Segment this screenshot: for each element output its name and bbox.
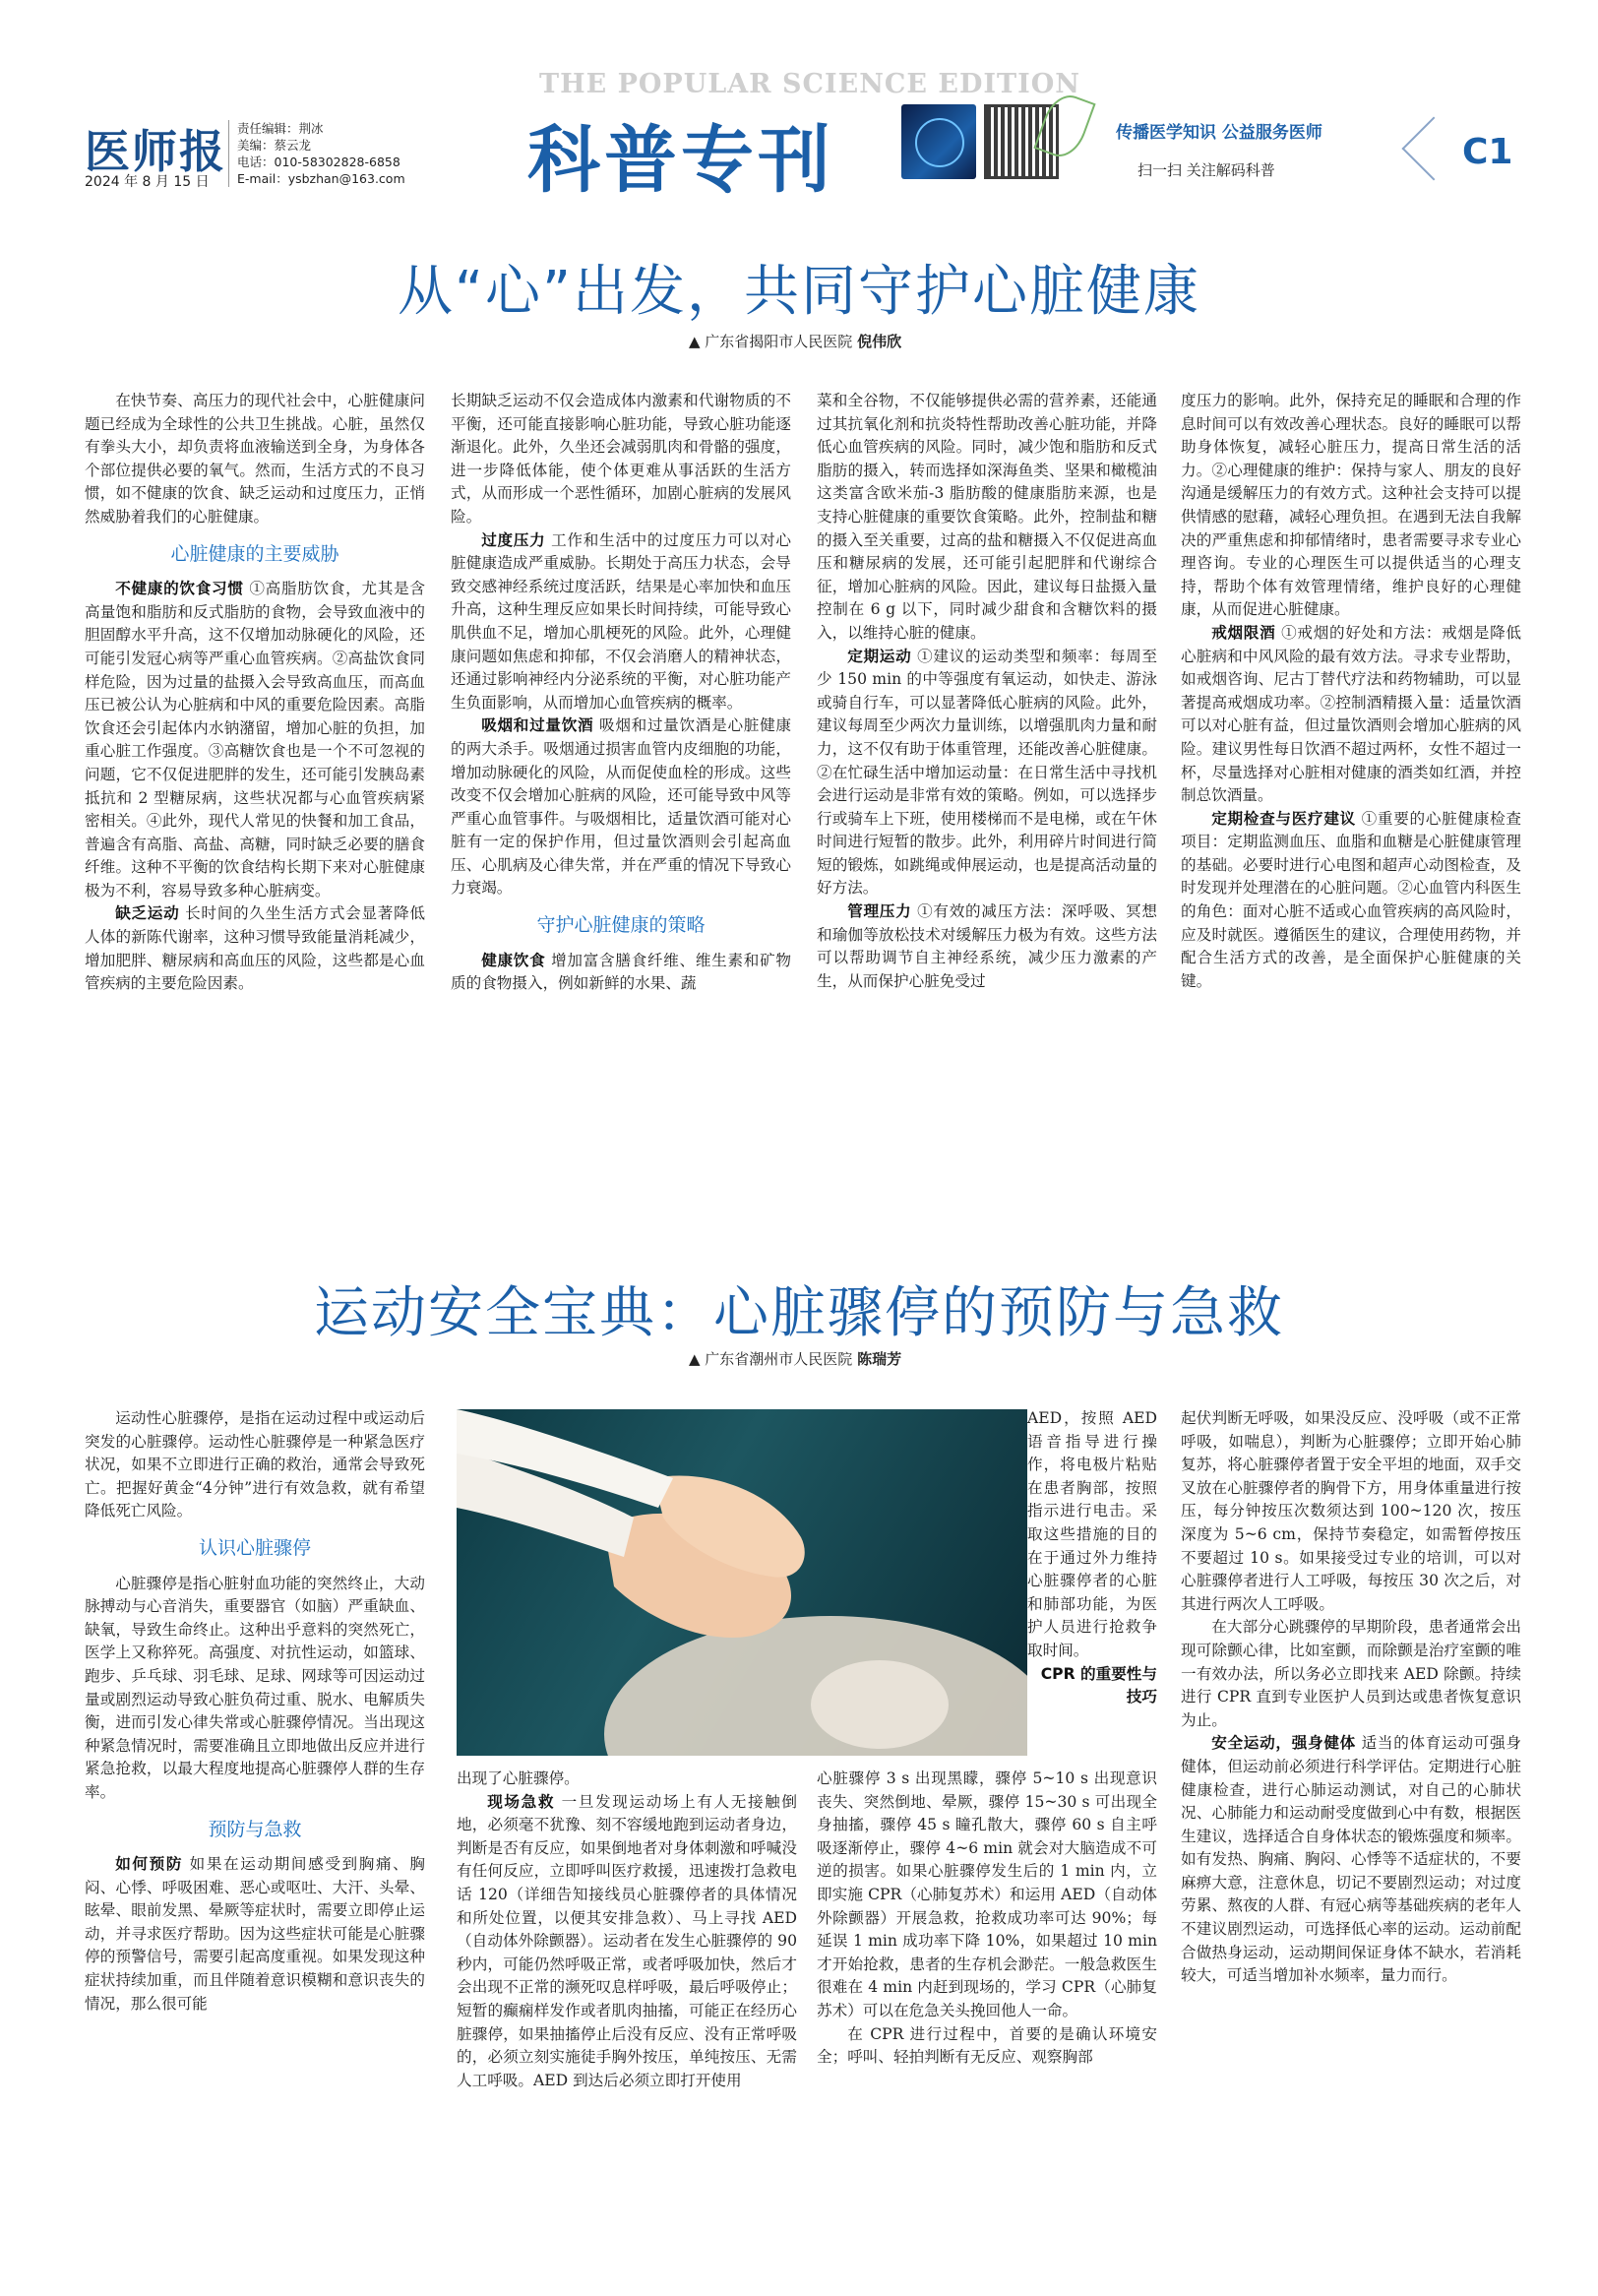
article1-column-1: [85, 390, 425, 996]
paragraph: 吸烟和过量饮酒 吸烟和过量饮酒是心脏健康的两大杀手。吸烟通过损害血管内皮细胞的功能，增加动脉硬化的风险，从而促使血栓的形成。这些改变不仅会增加心脏病的风险，还可能导致中风等严重心血管事件。与吸烟相比，适量饮酒可能对心脏有一定的保护作用，但过量饮酒则会引起高血压、心肌病及心律失常，并在严重的情况下导致心力衰竭。: [451, 716, 791, 898]
article1-byline-org: ▲ 广东省揭阳市人民医院: [689, 333, 853, 350]
subheading: 认识心脏骤停: [198, 1536, 311, 1559]
paragraph: 度压力的影响。此外，保持充足的睡眠和合理的作息时间可以有效改善心理状态。良好的睡眠可以帮助身体恢复，减轻心脏压力，提高日常生活的活力。②心理健康的维护：保持与家人、朋友的良好沟通是缓解压力的有效方式。这种社会支持可以提供情感的慰藉，减轻心理负担。在遇到无法自我解决的严重焦虑和抑郁情绪时，患者需要寻求专业心理咨询。专业的心理医生可以提供适当的心理支持，帮助个体有效管理情绪，维护良好的心理健康，从而促进心脏健康。: [1181, 392, 1521, 619]
keyword: 定期运动: [847, 647, 912, 665]
designer-line: 美编：蔡云龙: [237, 138, 312, 153]
paragraph: 在大部分心跳骤停的早期阶段，患者通常会出现可除颤心律，比如室颤，而除颤是治疗室颤的唯一有效办法，所以务必立即找来 AED 除颤。持续进行 CPR 直到专业医护人员到达或患者恢复意识为止。: [1181, 1618, 1521, 1729]
paragraph: 起伏判断无呼吸，如果没反应、没呼吸（或不正常呼吸，如喘息），判断为心脏骤停；立即开始心肺复苏，将心脏骤停者置于安全平坦的地面，双手交叉放在心脏骤停者的胸骨下方，用身体重量进行按压，每分钟按压次数须达到 100~120 次，按压深度为 5~6 cm，保持节奏稳定，如需暂停按压不要超过 10 s。如果接受过专业的培训，可以对心脏骤停者进行人工呼吸，每按压 30 次之后，对其进行两次人工呼吸。: [1181, 1409, 1521, 1613]
paragraph: 缺乏运动 长时间的久坐生活方式会显著降低人体的新陈代谢率，这种习惯导致能量消耗减少，增加肥胖、糖尿病和高血压的风险，这些都是心血管疾病的主要危险因素。: [85, 904, 425, 993]
paragraph: AED，按照 AED 语音指导进行操作，将电极片粘贴在患者胸部，按照指示进行电击。采取这些措施的目的在于通过外力维持心脏骤停者的心脏和肺部功能，为医护人员进行抢救争取时间。: [1027, 1409, 1157, 1659]
cpr-training-photo: [457, 1409, 1027, 1756]
keyword: 现场急救: [487, 1792, 556, 1811]
article1-column-2: [451, 390, 791, 996]
keyword: 过度压力: [481, 530, 546, 549]
paragraph: 过度压力 工作和生活中的过度压力可以对心脏健康造成严重威胁。长期处于高压力状态，会导致交感神经系统过度活跃，结果是心率加快和血压升高，这种生理反应如果长时间持续，可能导致心肌供血不足，增加心肌梗死的风险。此外，心理健康问题如焦虑和抑郁，不仅会消磨人的精神状态，还通过影响神经内分泌系统的平衡，对心脏功能产生负面影响，从而增加心血管疾病的概率。: [451, 530, 791, 712]
article2-byline-org: ▲ 广东省潮州市人民医院: [689, 1350, 853, 1368]
article1-column-3: [817, 390, 1157, 993]
cpr-photo-illustration: [457, 1409, 1027, 1756]
keyword: 缺乏运动: [115, 904, 180, 923]
paragraph: 在快节奏、高压力的现代社会中，心脏健康问题已经成为全球性的公共卫生挑战。心脏，虽然仅有拳头大小，却负责将血液输送到全身，为身体各个部位提供必要的氧气。然而，生活方式的不良习惯，如不健康的饮食、缺乏运动和过度压力，正悄然威胁着我们的心脏健康。: [85, 392, 425, 526]
article2-headline: 运动安全宝典：心脏骤停的预防与急救: [314, 1281, 1284, 1345]
subheading: 预防与急救: [208, 1818, 302, 1840]
paragraph: 心脏骤停 3 s 出现黑矇，骤停 5~10 s 出现意识丧失、突然倒地、晕厥，骤停 15~30 s 可出现全身抽搐，骤停 45 s 瞳孔散大，骤停 60 s 自主呼吸逐渐停止，骤停 4~6 min 就会对大脑造成不可逆的损害。如果心脏骤停发生后的 1 min 内，立即实施 CPR（心肺复苏术）和运用 AED（自动体外除颤器）开展急救，抢救成功率可达 90%；每延误 1 min 成功率下降 10%，如果超过 10 min 才开始抢救，患者的生存机会渺茫。一般急救医生很难在 4 min 内赶到现场的，学习 CPR（心肺复苏术）可以在危急关头挽回他人一命。: [817, 1769, 1157, 2019]
article2-column-3-top: [1027, 1407, 1157, 1709]
slogan: 传播医学知识 公益服务医师: [1116, 123, 1322, 143]
keyword: CPR 的重要性与技巧: [1040, 1664, 1157, 1706]
article2-byline-author: 陈瑞芳: [857, 1350, 902, 1368]
email-line: E-mail：ysbzhan@163.com: [237, 171, 405, 186]
section-title: 科普专刊: [527, 118, 834, 203]
paragraph: 定期检查与医疗建议 ①重要的心脏健康检查项目：定期监测血压、血脂和血糖是心脏健康管理的基础。必要时进行心电图和超声心动图检查，及时发现并处理潜在的心脏问题。②心血管内科医生的角色：面对心脏不适或心血管疾病的高风险时，应及时就医。遵循医生的建议，合理使用药物，并配合生活方式的改善，是全面保护心脏健康的关键。: [1181, 809, 1521, 990]
editor-line: 责任编辑：荆冰: [237, 121, 324, 136]
edition-english-title: THE POPULAR SCIENCE EDITION: [539, 69, 1080, 99]
subheading: 心脏健康的主要威胁: [170, 542, 339, 565]
paragraph: 出现了心脏骤停。: [457, 1769, 580, 1787]
paragraph: 不健康的饮食习惯 ①高脂肪饮食，尤其是含高量饱和脂肪和反式脂肪的食物，会导致血液中的胆固醇水平升高，这不仅增加动脉硬化的风险，还可能引发冠心病等严重心血管疾病。②高盐饮食同样危险，因为过量的盐摄入会导致高血压，而高血压已被公认为心脏病和中风的重要危险因素。高脂饮食还会引起体内水钠潴留，增加心脏的负担，加重心脏工作强度。③高糖饮食也是一个不可忽视的问题，它不仅促进肥胖的发生，还可能引发胰岛素抵抗和 2 型糖尿病，这些状况都与心血管疾病紧密相关。④此外，现代人常见的快餐和加工食品，普遍含有高脂、高盐、高糖，同时缺乏必要的膳食纤维。这种不平衡的饮食结构长期下来对心脏健康极为不利，容易导致多种心脏病变。: [85, 580, 425, 900]
article2-column-3: [817, 1768, 1157, 2070]
article1-byline-author: 倪伟欣: [857, 333, 902, 350]
paragraph: 菜和全谷物，不仅能够提供必需的营养素，还能通过其抗氧化剂和抗炎特性帮助改善心脏功能，并降低心血管疾病的风险。同时，减少饱和脂肪和反式脂肪的摄入，转而选择如深海鱼类、坚果和橄榄油这类富含欧米茄-3 脂肪酸的健康脂肪来源，也是支持心脏健康的重要饮食策略。此外，控制盐和糖的摄入至关重要，过高的盐和糖摄入不仅促进高血压和糖尿病的发展，还可能引起肥胖和代谢综合征，增加心脏病的风险。因此，建议每日盐摄入量控制在 6 g 以下，同时减少甜食和含糖饮料的摄入，以维持心脏的健康。: [817, 392, 1157, 642]
editorial-info: [228, 120, 405, 187]
article2-column-1: [85, 1407, 425, 2016]
keyword: 管理压力: [847, 902, 912, 921]
paragraph: 戒烟限酒 ①戒烟的好处和方法：戒烟是降低心脏病和中风风险的最有效方法。寻求专业帮助，如戒烟咨询、尼古丁替代疗法和药物辅助，可以显著提高戒烟成功率。②控制酒精摄入量：适量饮酒可以对心脏有益，但过量饮酒则会增加心脏病的风险。建议男性每日饮酒不超过两杯，女性不超过一杯，尽量选择对心脏相对健康的酒类如红酒，并控制总饮酒量。: [1181, 623, 1521, 805]
program-logo-icon: [901, 104, 976, 179]
paragraph: 管理压力 ①有效的减压方法：深呼吸、冥想和瑜伽等放松技术对缓解压力极为有效。这些方法可以帮助调节自主神经系统，减少压力激素的产生，从而保护心脏免受过: [817, 902, 1157, 990]
paragraph: 定期运动 ①建议的运动类型和频率：每周至少 150 min 的中等强度有氧运动，如快走、游泳或骑自行车，可以显著降低心脏病的风险。此外，建议每周至少两次力量训练，以增强肌肉力量和耐力，这不仅有助于体重管理，还能改善心脏健康。②在忙碌生活中增加运动量：在日常生活中寻找机会进行运动是非常有效的策略。例如，可以选择步行或骑车上下班，使用楼梯而不是电梯，或在午休时间进行短暂的散步。此外，利用碎片时间进行简短的锻炼，如跳绳或伸展运动，也是提高活动量的好方法。: [817, 647, 1157, 898]
article2-byline: [689, 1348, 901, 1369]
article2-column-2: [457, 1768, 797, 2092]
phone-line: 电话：010-58302828-6858: [237, 155, 400, 169]
paragraph: 长期缺乏运动不仅会造成体内激素和代谢物质的不平衡，还可能直接影响心脏功能，导致心脏功能逐渐退化。此外，久坐还会减弱肌肉和骨骼的强度，进一步降低体能，使个体更难从事活跃的生活方式，从而形成一个恶性循环，加剧心脏病的发展风险。: [451, 392, 791, 526]
page-chevron-icon: [1401, 116, 1465, 180]
keyword: 如何预防: [115, 1855, 184, 1874]
issue-date: 2024 年 8 月 15 日: [85, 174, 210, 190]
subheading: 守护心脏健康的策略: [536, 914, 706, 937]
paragraph: 如何预防 如果在运动期间感受到胸痛、胸闷、心悸、呼吸困难、恶心或呕吐、大汗、头晕、眩晕、眼前发黑、晕厥等症状时，需要立即停止运动，并寻求医疗帮助。因为这些症状可能是心脏骤停的预警信号，需要引起高度重视。如果发现这种症状持续加重，而且伴随着意识模糊和意识丧失的情况，那么很可能: [85, 1855, 425, 2013]
paragraph: 健康饮食 增加富含膳食纤维、维生素和矿物质的食物摄入，例如新鲜的水果、蔬: [451, 951, 791, 993]
keyword: 戒烟限酒: [1211, 623, 1276, 642]
paragraph: 运动性心脏骤停，是指在运动过程中或运动后突发的心脏骤停。运动性心脏骤停是一种紧急医疗状况，如果不立即进行正确的救治，通常会导致死亡。把握好黄金“4分钟”进行有效急救，就有希望降低死亡风险。: [85, 1409, 425, 1520]
paragraph: 现场急救 一旦发现运动场上有人无接触倒地，必须毫不犹豫、刻不容缓地跑到运动者身边，判断是否有反应，如果倒地者对身体刺激和呼喊没有任何反应，立即呼叫医疗救援，迅速拨打急救电话 120（详细告知接线员心脏骤停者的具体情况和所处位置，以便其安排急救）、马上寻找 AED（自动体外除颤器）。运动者在发生心脏骤停的 90 秒内，可能仍然呼吸正常，或者呼吸加快，然后才会出现不正常的濒死叹息样呼吸，最后呼吸停止；短暂的癫痫样发作或者肌肉抽搐，可能正在经历心脏骤停，如果抽搐停止后没有反应、没有正常呼吸的，必须立刻实施徒手胸外按压，单纯按压、无需人工呼吸。AED 到达后必须立即打开使用: [457, 1792, 797, 2089]
paragraph: 在 CPR 进行过程中，首要的是确认环境安全；呼叫、轻拍判断有无反应、观察胸部: [817, 2024, 1157, 2067]
paragraph: 安全运动，强身健体 适当的体育运动可强身健体，但运动前必须进行科学评估。定期进行心脏健康检查，进行心肺运动测试，对自己的心肺状况、心肺能力和运动耐受度做到心中有数，根据医生建议，选择适合自身体状态的锻炼强度和频率。如有发热、胸痛、胸闷、心悸等不适症状的，不要麻痹大意，注意休息，切记不要剧烈运动；对过度劳累、熬夜的人群、有冠心病等基础疾病的老年人不建议剧烈运动，可选择低心率的运动。运动前配合做热身运动，运动期间保证身体不缺水，若消耗较大，可适当增加补水频率，量力而行。: [1181, 1734, 1521, 1985]
article1-column-4: [1181, 390, 1521, 993]
article1-byline: [689, 331, 901, 351]
newspaper-logo: 医师报: [85, 125, 226, 178]
keyword: 不健康的饮食习惯: [115, 580, 244, 598]
article2-column-4: [1181, 1407, 1521, 1988]
article1-headline: 从“心”出发，共同守护心脏健康: [397, 260, 1201, 324]
paragraph: 心脏骤停是指心脏射血功能的突然终止，大动脉搏动与心音消失，重要器官（如脑）严重缺血、缺氧，导致生命终止。这种出乎意料的突然死亡，医学上又称猝死。高强度、对抗性运动，如篮球、跑步、乒乓球、羽毛球、足球、网球等可因运动过量或剧烈运动导致心脏负荷过重、脱水、电解质失衡，进而引发心律失常或心脏骤停情况。当出现这种紧急情况时，需要准确且立即地做出反应并进行紧急抢救，以最大程度地提高心脏骤停人群的生存率。: [85, 1574, 425, 1801]
scan-prompt: 扫一扫 关注解码科普: [1137, 161, 1275, 179]
keyword: 定期检查与医疗建议: [1211, 809, 1356, 828]
keyword: 健康饮食: [481, 951, 546, 969]
leaf-decoration-icon: [1033, 89, 1095, 162]
keyword: 吸烟和过量饮酒: [481, 716, 594, 735]
paragraph: [1027, 1663, 1157, 1709]
page-number: C1: [1462, 132, 1513, 172]
keyword: 安全运动，强身健体: [1211, 1734, 1356, 1753]
